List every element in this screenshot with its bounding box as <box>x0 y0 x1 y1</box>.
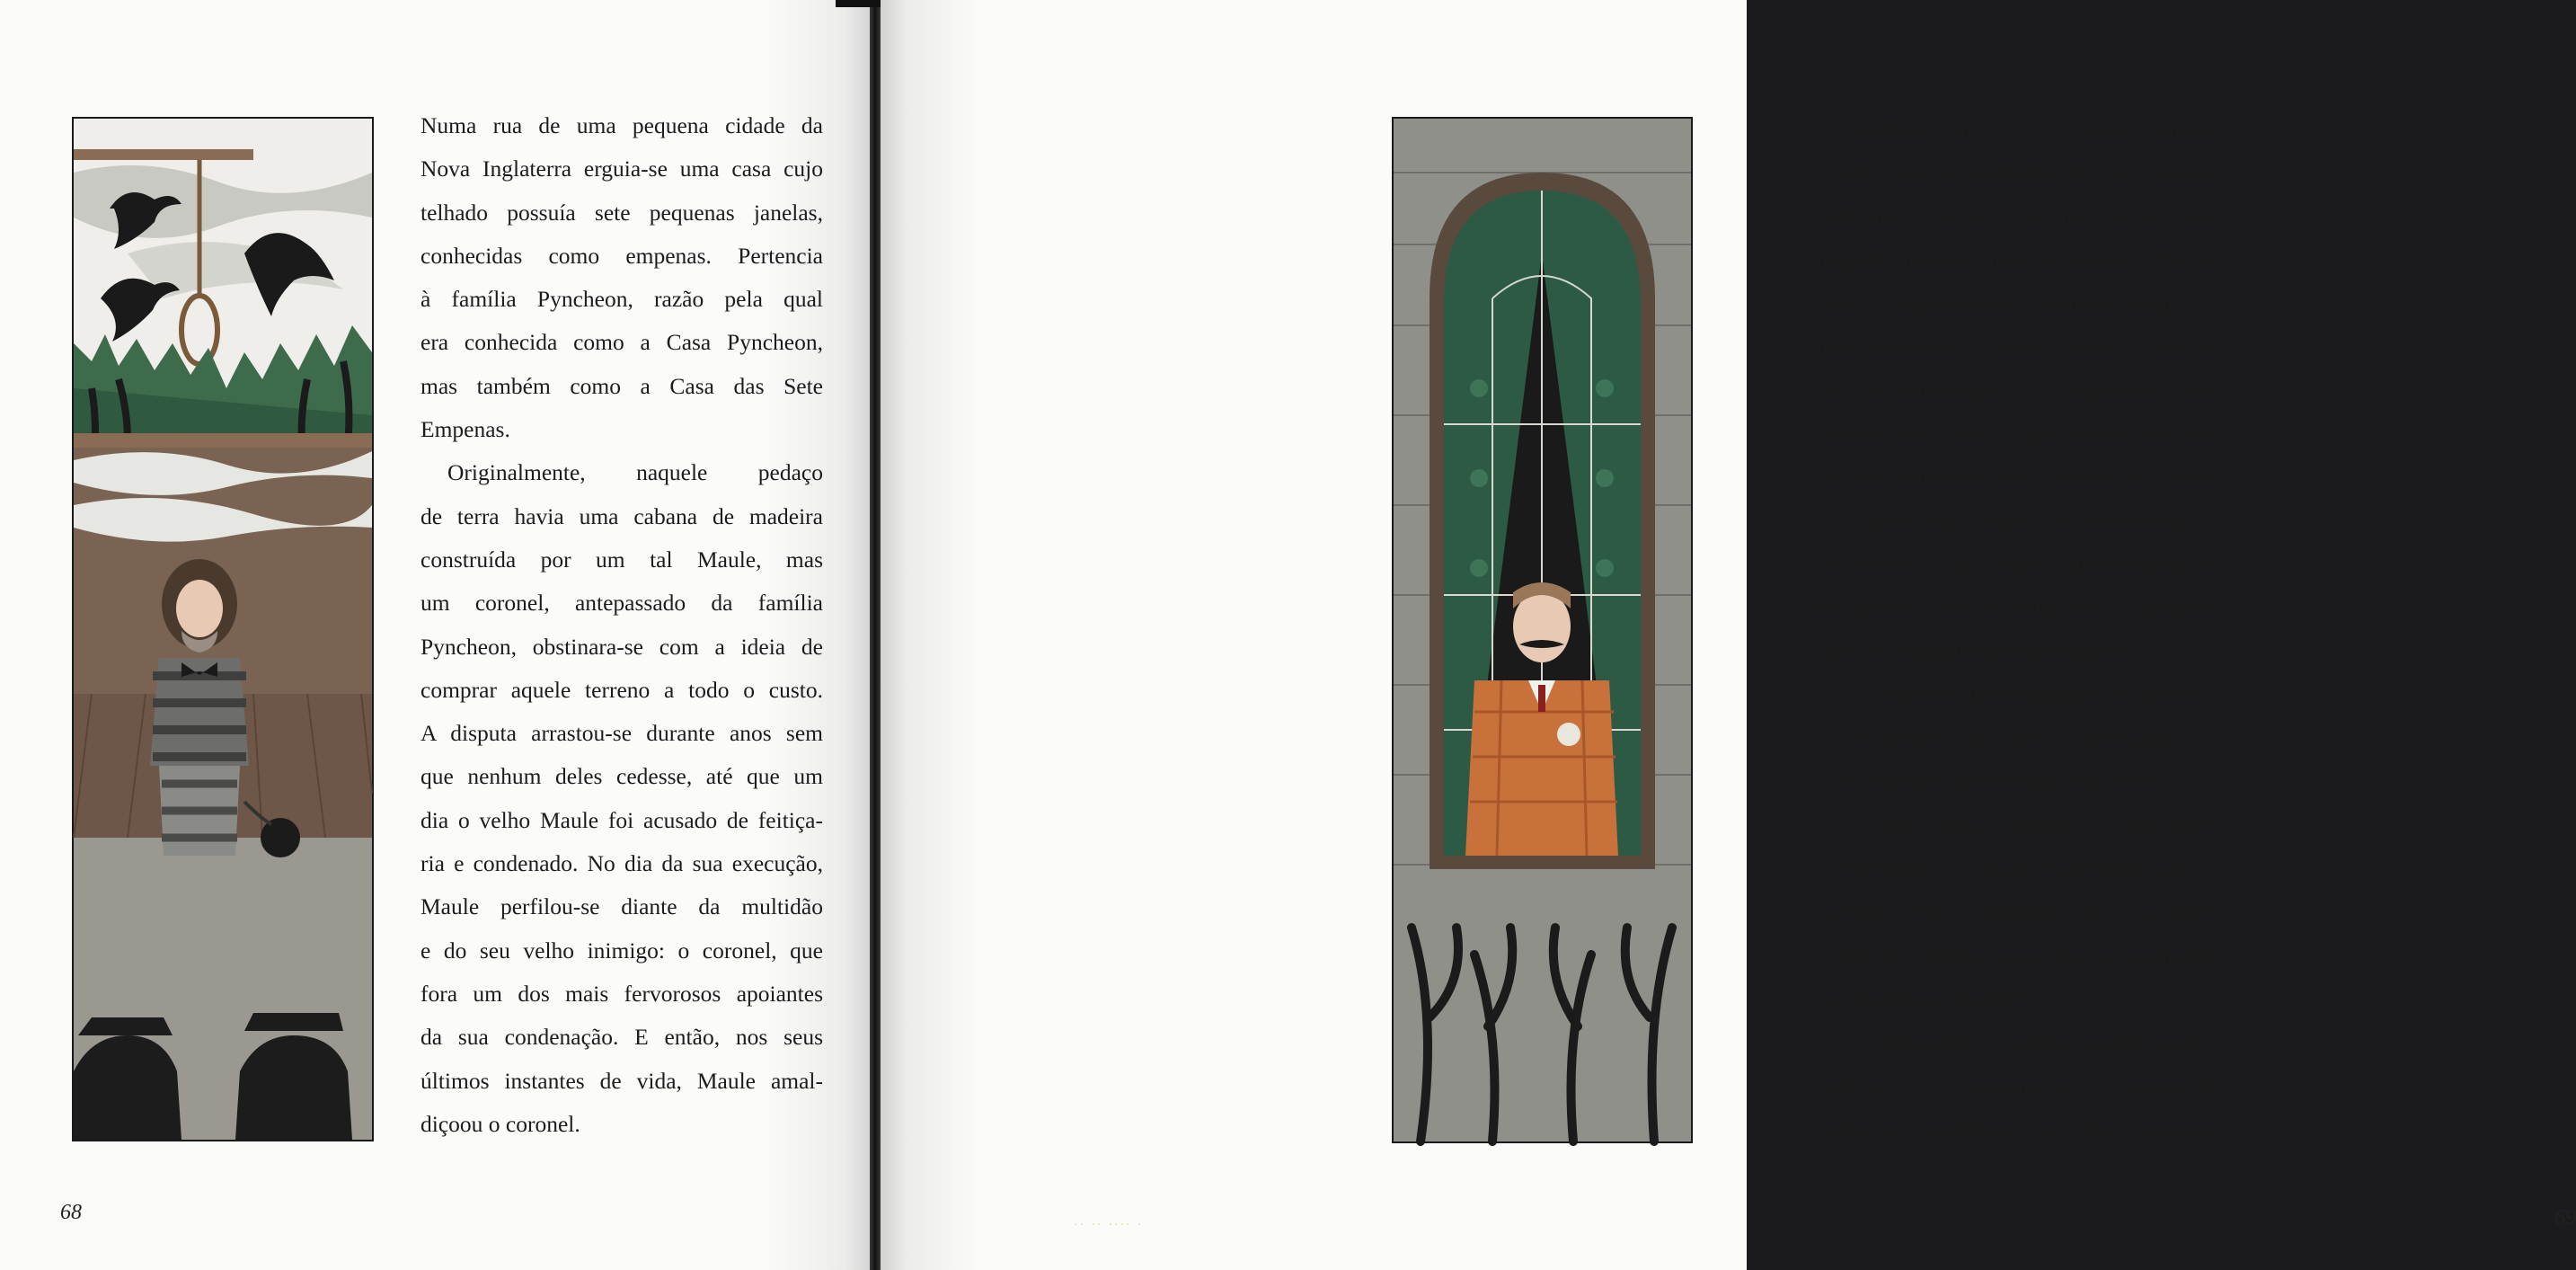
page-number-right: 69 <box>2554 1206 2576 1230</box>
text-line: diçoou o coronel. <box>420 1110 580 1137</box>
text-line: e do seu velho inimigo: o coronel, que <box>420 937 823 964</box>
text-line: o mordomo. – Desde madrugada que o <box>1817 855 2219 882</box>
left-body-text <box>420 104 823 1146</box>
text-line: era conhecida como a Casa Pyncheon, <box>420 329 823 356</box>
text-line: últimos instantes de vida, Maule amal- <box>420 1067 823 1094</box>
right-body-text <box>1817 109 2219 1150</box>
gallows-scene-drawing <box>74 119 372 1140</box>
text-line: Maule perfilou-se diante da multidão <box>420 893 823 920</box>
gallows-illustration <box>72 117 374 1141</box>
text-line: da sua condenação. E então, nos seus <box>420 1024 823 1051</box>
text-line: à família Pyncheon, razão pela qual <box>420 286 823 313</box>
text-line: feiticeiro e jamais construiria a sua casa <box>1817 203 2219 230</box>
text-line: conhecidas como empenas. Pertencia <box>420 242 823 269</box>
text-line: – Chamem imediatamente o coronel! <box>1844 680 2219 707</box>
text-line: Pyncheon, obstinara-se com a ideia de <box>420 633 823 660</box>
left-page <box>0 0 870 1270</box>
text-line: comprar aquele terreno a todo o custo. <box>420 676 823 703</box>
text-line: A disputa arrastou-se durante anos sem <box>420 720 823 747</box>
text-line: e deu-me ordens para não o incomodar <box>1817 941 2219 968</box>
text-line: deixou impressionar e mandou erguer lá <box>1817 290 2219 317</box>
text-line: porta do escritório, na qual começou <box>1817 1115 2219 1141</box>
text-line: os notáveis da região aproximaram-se <box>1817 550 2219 577</box>
text-line: do portão, para a festa, mas o proprie- <box>1817 594 2219 621</box>
text-line: são da construção, foi organizada uma <box>1817 377 2219 404</box>
text-line: tário da casa parecia estar ausente. <box>1817 637 2133 664</box>
text-line: que nenhum deles cedesse, até que um <box>420 763 823 790</box>
text-line: fora um dos mais fervorosos apoiantes <box>420 980 823 1007</box>
page-number-left: 68 <box>60 1201 82 1224</box>
text-line: mas também como a Casa das Sete <box>420 372 823 399</box>
book-gutter <box>870 0 881 1270</box>
text-line: telhado possuía sete pequenas janelas, <box>420 199 823 226</box>
colonel-window-drawing <box>1394 119 1691 1141</box>
text-line: naquele terreno, mas o coronel não se <box>1817 246 2219 273</box>
text-line: O vice-governador chegará em breve. <box>1817 768 2163 795</box>
text-line: para que o levassem até à imponente <box>1817 1071 2219 1098</box>
text-line: Numa rua de uma pequena cidade da <box>420 112 823 138</box>
text-line: uma imponente mansão. Após a conclu- <box>1817 333 2219 360</box>
text-line: O convidado insistiu, ainda assim, <box>1844 1028 2219 1055</box>
text-line: Originalmente, naquele pedaço <box>447 459 823 486</box>
ghost-mark: ·· ·· ···· · <box>1074 1218 1144 1232</box>
text-line: grande festa para a qual foram convida- <box>1817 421 2219 448</box>
text-line: construída por um tal Maule, mas <box>420 546 823 573</box>
text-line: Qualquer um teria ficado aterro- <box>1844 117 2219 143</box>
text-line: Empenas. <box>420 416 510 443</box>
text-line: rizado com a maldição de um suposto <box>1817 160 2219 187</box>
text-line: dos os habitantes mais ilustres da cidade. <box>1817 464 2219 491</box>
text-line: Alguns dias depois, os aristocratas e <box>1844 507 2219 534</box>
text-line: Nova Inglaterra erguia-se uma casa cujo <box>420 155 823 182</box>
text-line: ria e condenado. No dia da sua execução, <box>420 850 823 877</box>
text-line: por nada deste mundo! <box>1817 984 2026 1011</box>
text-line: – Não posso, senhor – respondeu <box>1844 811 2219 838</box>
window-illustration <box>1392 117 1693 1143</box>
text-line: – reclamou um dos convidados. – <box>1817 724 2219 751</box>
text-line: coronel está trancado no escritório <box>1817 898 2219 925</box>
text-line: um coronel, antepassado da família <box>420 590 823 617</box>
text-line: de terra havia uma cabana de madeira <box>420 502 823 529</box>
text-line: dia o velho Maule foi acusado de feitiça- <box>420 806 823 833</box>
